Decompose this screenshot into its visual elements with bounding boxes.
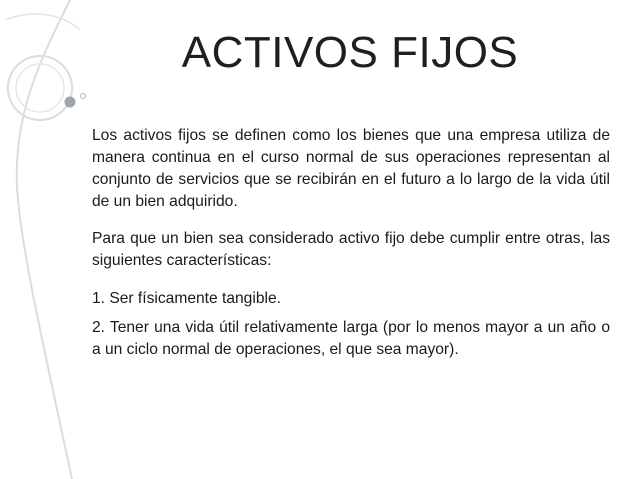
page-title: ACTIVOS FIJOS [181,28,519,77]
decor-ring-inner [16,64,64,112]
paragraph-requirements-intro: Para que un bien sea considerado activo fijo debe cumplir entre otras, las siguientes características: [92,230,610,269]
decor-dot-filled [65,97,76,108]
list-item-useful-life: 2. Tener una vida útil relativamente larga (por lo menos mayor a un año o a un ciclo normal de operaciones, el que sea mayor). [92,319,610,358]
decor-arc-large [17,0,72,479]
list-item-tangible: 1. Ser físicamente tangible. [92,290,281,307]
decor-arc-upper [5,14,80,30]
slide-body [92,125,610,361]
paragraph-definition: Los activos fijos se definen como los bienes que una empresa utiliza de manera continua en el curso normal de sus operaciones representan al conjunto de servicios que se recibirán en el futuro a lo largo de la vida útil de un bien adquirido. [92,127,610,210]
decor-dot-small [81,94,86,99]
